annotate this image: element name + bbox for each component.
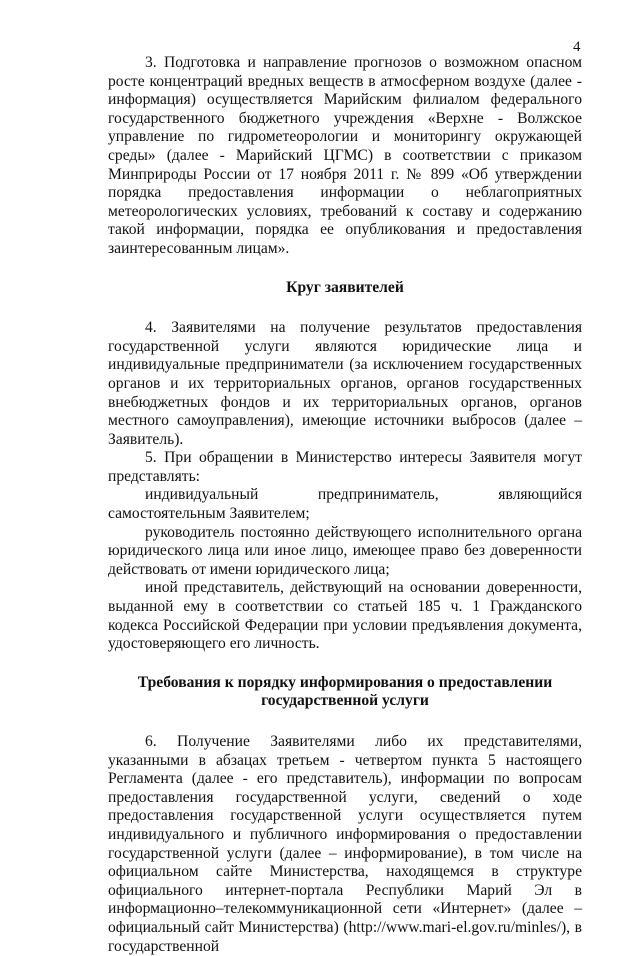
document-body xyxy=(108,54,582,956)
paragraph-5-item-1: индивидуальный предприниматель, являющийся самостоятельным Заявителем; xyxy=(108,486,582,523)
section-heading-informing-line-2: государственной услуги xyxy=(261,692,429,710)
paragraph-6: 6. Получение Заявителями либо их представителями, указанными в абзацах третьем - четвертом пункта 5 настоящего Регламента (далее - его представитель), информации по вопросам предоставления государственной услуги, сведений о ходе предоставления государственной услуги осуществляется путем индивидуального и публичного информирования о предоставлении государственной услуги (далее – информирование), в том числе на официальном сайте Министерства, находящемся в структуре официального интернет-портала Республики Марий Эл в информационно–телекоммуникационной сети «Интернет» (далее – официальный сайт Министерства) (http://www.mari-el.gov.ru/minles/), в государственной xyxy=(108,733,582,955)
paragraph-3: 3. Подготовка и направление прогнозов о возможном опасном росте концентраций вредных веществ в атмосферном воздухе (далее - информация) осуществляется Марийским филиалом федерального государственного бюджетного учреждения «Верхне - Волжское управление по гидрометеорологии и мониторингу окружающей среды» (далее - Марийский ЦГМС) в соответствии с приказом Минприроды России от 17 ноября 2011 г. № 899 «Об утверждении порядка предоставления информации о неблагоприятных метеорологических условиях, требований к составу и содержанию такой информации, порядка ее опубликования и предоставления заинтересованным лицам». xyxy=(108,54,582,257)
section-heading-informing xyxy=(108,674,582,711)
paragraph-4: 4. Заявителями на получение результатов предоставления государственной услуги являются юридические лица и индивидуальные предприниматели (за исключением государственных органов и их территориальных органов, органов государственных внебюджетных фондов и их территориальных органов, органов местного самоуправления), имеющие источники выбросов (далее – Заявитель). xyxy=(108,319,582,448)
section-heading-applicants: Круг заявителей xyxy=(286,278,404,296)
paragraph-5: 5. При обращении в Министерство интересы Заявителя могут представлять: xyxy=(108,449,582,485)
paragraph-5-item-2: руководитель постоянно действующего исполнительного органа юридического лица или иное лицо, имеющее право без доверенности действовать от имени юридического лица; xyxy=(108,523,582,578)
section-heading-informing-line-1: Требования к порядку информирования о предоставлении xyxy=(137,673,553,691)
paragraph-5-item-3: иной представитель, действующий на основании доверенности, выданной ему в соответствии со статьей 185 ч. 1 Гражданского кодекса Российской Федерации при условии предъявления документа, удостоверяющего его личность. xyxy=(108,579,582,653)
page-number: 4 xyxy=(573,39,581,55)
